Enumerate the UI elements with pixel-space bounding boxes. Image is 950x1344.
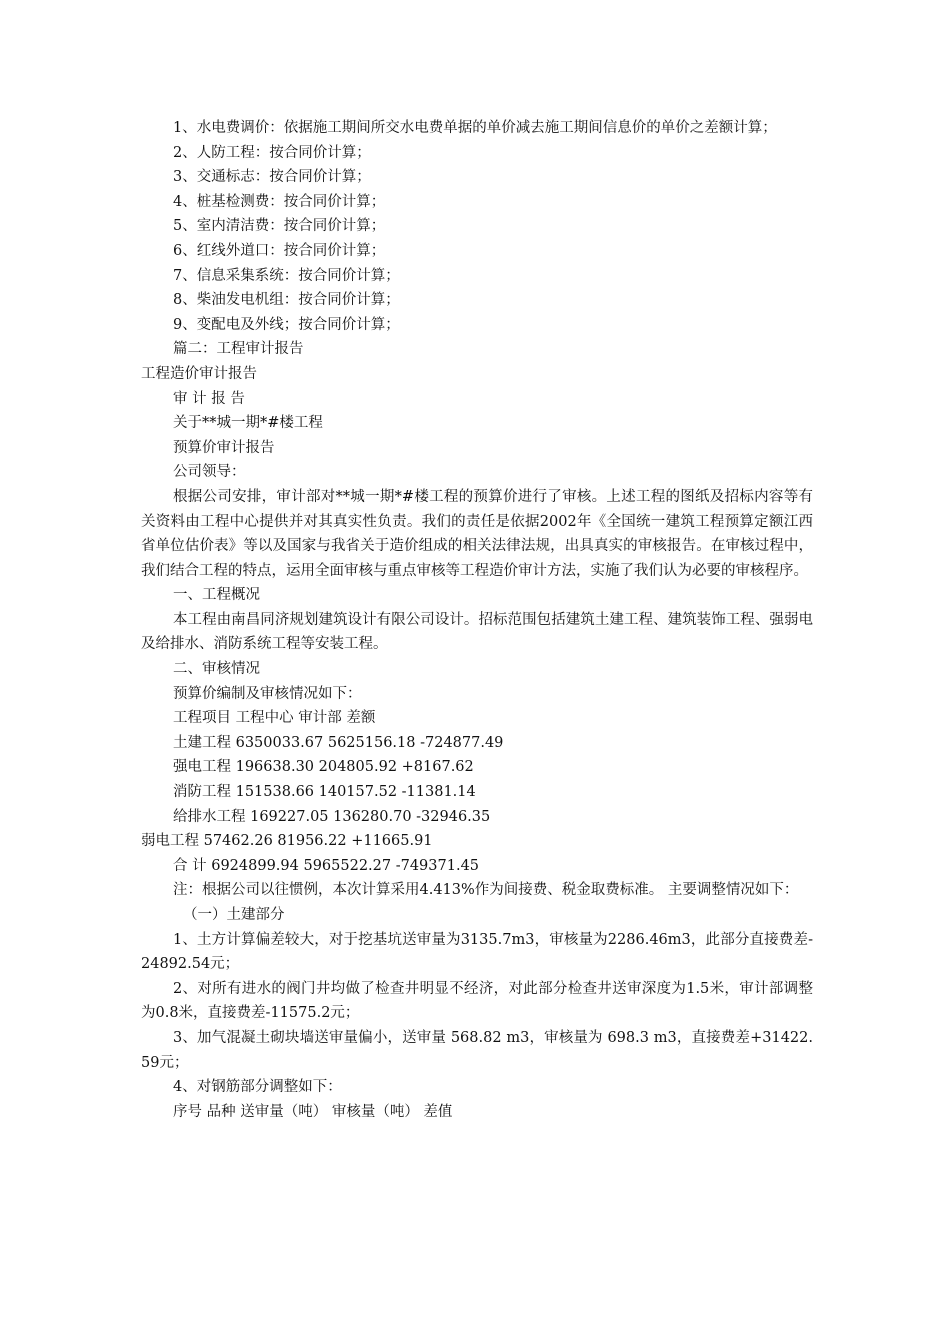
paragraph: 8、柴油发电机组：按合同价计算； — [173, 292, 400, 309]
paragraph: 工程造价审计报告 — [141, 365, 257, 382]
paragraph: 3、加气混凝土砌块墙送审量偏小，送审量 568.82 m3，审核量为 698.3 m3，直接费差+31422.59元； — [141, 1029, 813, 1071]
paragraph: 公司领导： — [173, 464, 246, 481]
paragraph: 预算价编制及审核情况如下： — [173, 685, 362, 702]
paragraph: 根据公司安排，审计部对**城一期*#楼工程的预算价进行了审核。上述工程的图纸及招标内容等有关资料由工程中心提供并对其真实性负责。我们的责任是依据2002年《全国统一建筑工程预算定额江西省单位估价表》等以及国家与我省关于造价组成的相关法律法规，出具真实的审核报告。在审核过程中，我们结合工程的特点，运用全面审核与重点审核等工程造价审计方法，实施了我们认为必要的审核程序。 — [141, 488, 813, 579]
paragraph: 土建工程 6350033.67 5625156.18 -724877.49 — [173, 734, 504, 751]
paragraph: 6、红线外道口：按合同价计算； — [173, 242, 386, 259]
paragraph: 二、审核情况 — [173, 661, 260, 678]
paragraph: 强电工程 196638.30 204805.92 +8167.62 — [173, 759, 474, 776]
paragraph: 预算价审计报告 — [173, 439, 275, 456]
paragraph: 2、人防工程：按合同价计算； — [173, 144, 371, 161]
paragraph: 注：根据公司以往惯例，本次计算采用4.413%作为间接费、税金取费标准。 主要调整情况如下： — [173, 882, 799, 899]
paragraph: 3、交通标志：按合同价计算； — [173, 169, 371, 186]
paragraph: （一）土建部分 — [183, 907, 285, 923]
paragraph: 合 计 6924899.94 5965522.27 -749371.45 — [173, 857, 480, 874]
paragraph: 审 计 报 告 — [173, 390, 245, 407]
paragraph: 4、桩基检测费：按合同价计算； — [173, 193, 386, 210]
paragraph: 5、室内清洁费：按合同价计算； — [173, 218, 386, 235]
paragraph: 一、工程概况 — [173, 587, 260, 604]
paragraph: 1、水电费调价：依据施工期间所交水电费单据的单价减去施工期间信息价的单价之差额计算； — [173, 120, 777, 136]
document-body — [141, 116, 813, 1124]
paragraph: 工程项目 工程中心 审计部 差额 — [173, 710, 376, 727]
paragraph: 消防工程 151538.66 140157.52 -11381.14 — [173, 784, 476, 801]
paragraph: 9、变配电及外线；按合同价计算； — [173, 316, 400, 333]
paragraph: 篇二：工程审计报告 — [173, 341, 304, 358]
paragraph: 4、对钢筋部分调整如下： — [173, 1079, 342, 1096]
paragraph: 2、对所有进水的阀门井均做了检查井明显不经济，对此部分检查井送审深度为1.5米，审计部调整为0.8米，直接费差-11575.2元； — [141, 980, 813, 1022]
paragraph: 序号 品种 送审量（吨） 审核量（吨） 差值 — [173, 1103, 453, 1120]
paragraph: 给排水工程 169227.05 136280.70 -32946.35 — [173, 808, 491, 825]
paragraph: 7、信息采集系统：按合同价计算； — [173, 267, 400, 284]
paragraph: 1、土方计算偏差较大，对于挖基坑送审量为3135.7m3，审核量为2286.46m3，此部分直接费差-24892.54元； — [141, 931, 813, 973]
paragraph: 弱电工程 57462.26 81956.22 +11665.91 — [141, 833, 433, 850]
paragraph: 本工程由南昌同济规划建筑设计有限公司设计。招标范围包括建筑土建工程、建筑装饰工程、强弱电及给排水、消防系统工程等安装工程。 — [141, 611, 813, 653]
paragraph: 关于**城一期*#楼工程 — [173, 415, 323, 432]
